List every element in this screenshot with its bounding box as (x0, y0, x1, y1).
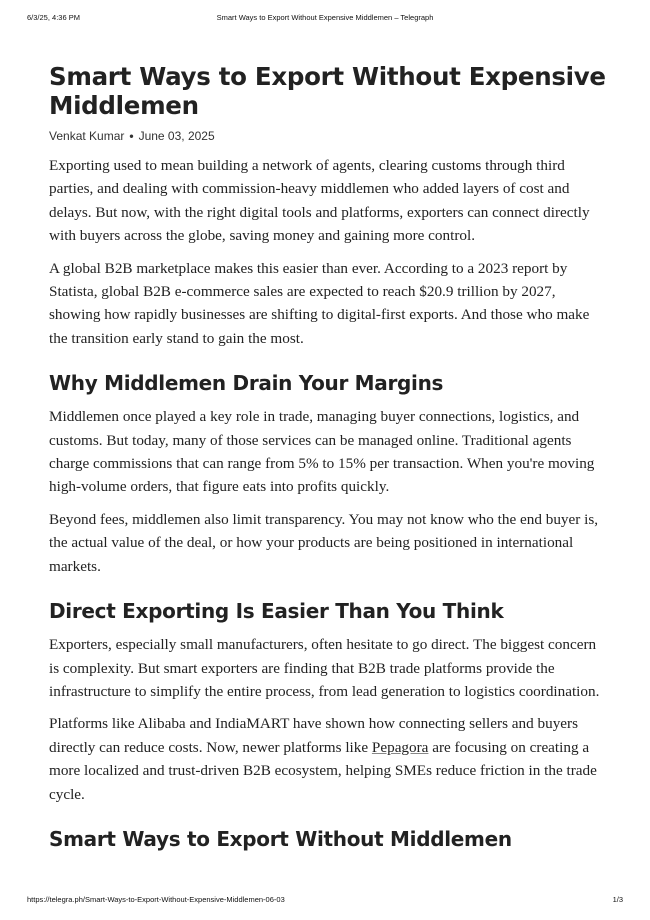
article (49, 62, 607, 861)
author-name: Venkat Kumar (49, 129, 125, 143)
print-header (27, 13, 623, 25)
publish-date: June 03, 2025 (138, 129, 215, 143)
section-heading-direct-exporting: Direct Exporting Is Easier Than You Think (49, 599, 504, 624)
byline-separator: • (129, 129, 134, 143)
print-datetime: 6/3/25, 4:36 PM (27, 13, 80, 22)
intro-paragraph-2: A global B2B marketplace makes this easier than ever. According to a 2023 report by Statista, global B2B e-commerce sales are expected to reach $20.9 trillion by 2027, showing how rapidly businesses are shifting to digital-first exports. And those who make the transition early stand to gain the most. (49, 259, 590, 347)
page-number: 1/3 (612, 895, 623, 904)
section2-paragraph-2-text-end: are focusing on creating a more localized and trust-driven B2B ecosystem, helping SMEs reduce friction in the trade cycle. (49, 738, 597, 803)
byline (49, 128, 607, 144)
intro-paragraph-1: Exporting used to mean building a network of agents, clearing customs through third parties, and dealing with commission-heavy middlemen who added layers of cost and delays. But now, with the right digital tools and platforms, exporters can connect directly with buyers across the globe, saving money and gaining more control. (49, 157, 590, 245)
print-url: https://telegra.ph/Smart-Ways-to-Export-Without-Expensive-Middlemen-06-03 (27, 895, 285, 904)
print-page-title: Smart Ways to Export Without Expensive Middlemen – Telegraph (216, 13, 434, 22)
section2-paragraph-2-text-start: Platforms like Alibaba and IndiaMART have shown how connecting sellers and buyers directly can reduce costs. Now, newer platforms like (49, 715, 578, 756)
article-title: Smart Ways to Export Without Expensive Middlemen (49, 62, 606, 120)
section1-paragraph-1: Middlemen once played a key role in trade, managing buyer connections, logistics, and customs. But today, many of those services can be managed online. Traditional agents charge commissions that can range from 5% to 15% per transaction. When you're moving high-volume orders, that figure eats into profits quickly. (49, 408, 595, 496)
section2-paragraph-1: Exporters, especially small manufacturers, often hesitate to go direct. The biggest concern is complexity. But smart exporters are finding that B2B trade platforms provide the infrastructure to simplify the entire process, from lead generation to logistics coordination. (49, 636, 600, 700)
print-footer (27, 895, 623, 907)
pepagora-link[interactable]: Pepagora (371, 738, 429, 756)
section2-paragraph-2 (49, 712, 607, 806)
section-heading-smart-ways: Smart Ways to Export Without Middlemen (49, 826, 512, 851)
section1-paragraph-2: Beyond fees, middlemen also limit transparency. You may not know who the end buyer is, the actual value of the deal, or how your products are being positioned in international markets. (49, 510, 599, 575)
section-heading-middlemen: Why Middlemen Drain Your Margins (49, 371, 444, 396)
